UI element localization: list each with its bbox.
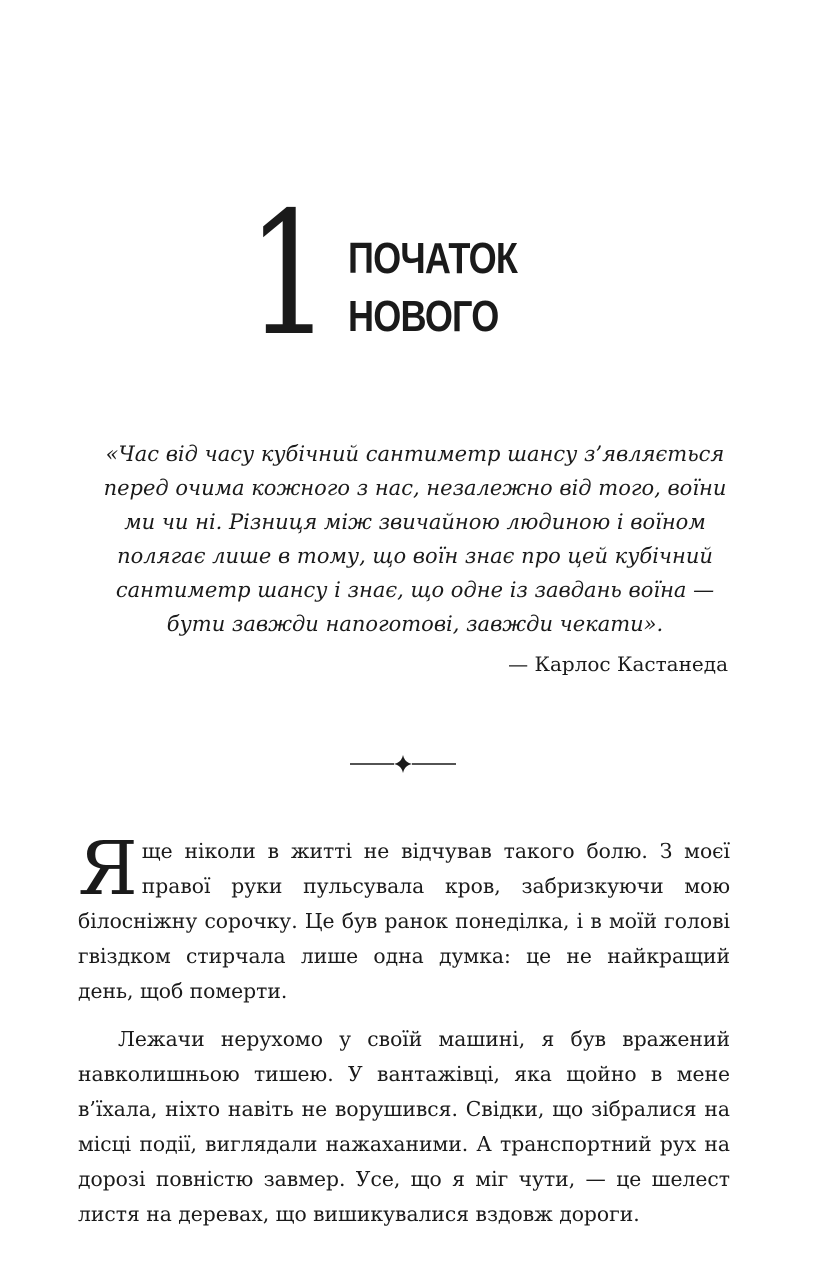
epigraph-quote: «Час від часу кубічний сантиметр шансу з’являється перед очима кожного з нас, незалежно від того, воїни ми чи ні. Різниця між звичайною людиною і воїном полягає лише в тому, що воїн знає про цей кубічний сантиметр шансу і знає, що одне із завдань воїна — бути завжди напоготові, завжди чекати». (103, 442, 727, 636)
drop-cap: Я (78, 826, 138, 912)
chapter-title-line-1: ПОЧАТОК (348, 234, 518, 283)
epigraph-author: — Карлос Кастанеда (508, 652, 728, 676)
paragraph-1 (78, 826, 730, 1009)
section-divider (346, 752, 460, 776)
chapter-number: 1 (247, 176, 332, 374)
paragraph-2: Лежачи нерухомо у своїй машині, я був вражений навколишньою тишею. У вантажівці, яка щойно в мене в’їхала, ніхто навіть не ворушився. Свідки, що зібралися на місці події, виглядали нажаханими. А транспортний рух на дорозі повністю завмер. Усе, що я міг чути, — це шелест листя на деревах, що вишикувалися вздовж дороги. (78, 1027, 730, 1226)
paragraph-1-text: ще ніколи в житті не відчував такого болю. З моєї правої руки пульсувала кров, забризкуючи мою білосніжну сорочку. Це був ранок понеділка, і в моїй голові гвіздком стирчала лише одна думка: це не найкращий день, щоб померти. (78, 839, 730, 1003)
epigraph (100, 437, 730, 681)
diamond-star-divider-icon (346, 752, 460, 776)
chapter-body (78, 826, 730, 1232)
chapter-title (348, 230, 517, 346)
chapter-title-line-2: НОВОГО (348, 292, 499, 341)
